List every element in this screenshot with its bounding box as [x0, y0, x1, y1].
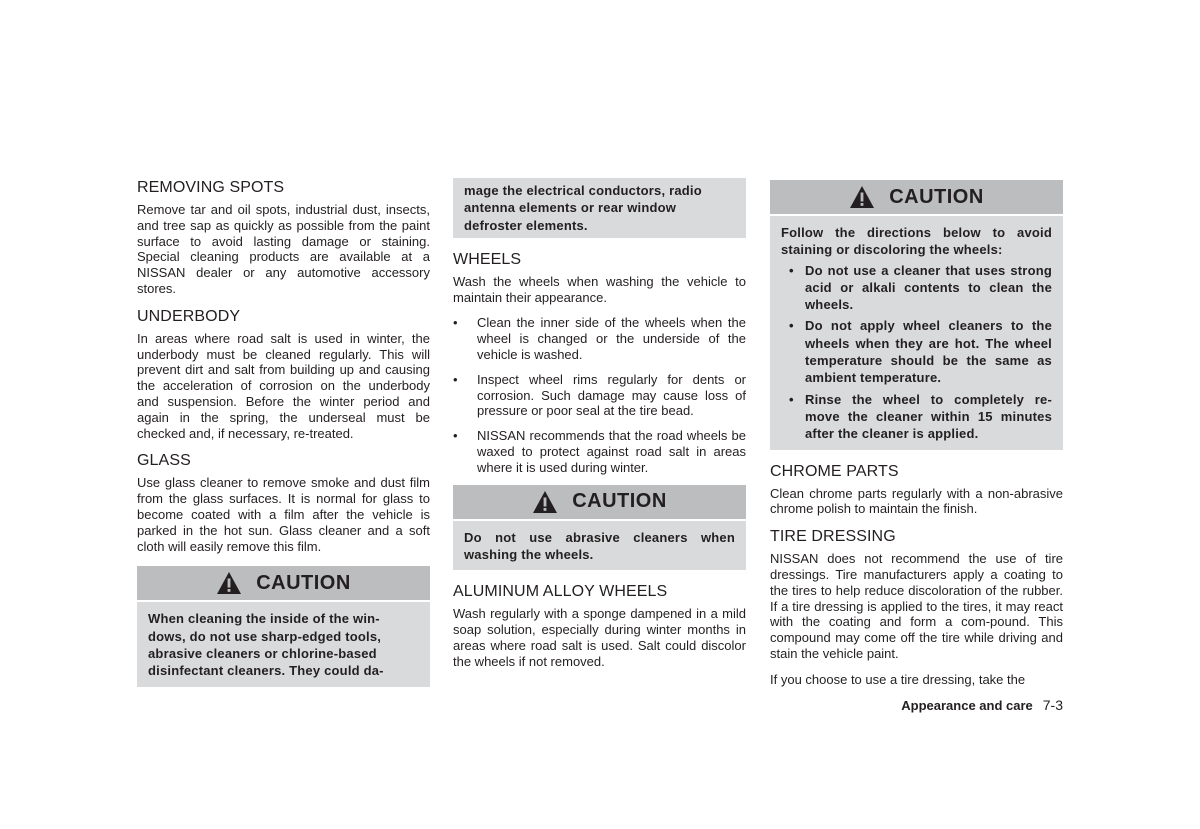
heading-tire-dressing: TIRE DRESSING: [770, 528, 896, 546]
caution-box-wheels: [453, 485, 746, 571]
warning-triangle-icon: [216, 571, 242, 595]
caution-body: Do not use abrasive cleaners when washing the wheels.: [453, 521, 746, 571]
list-item-text: Do not use a cleaner that uses strong acid or alkali contents to clean the wheels.: [805, 262, 1052, 313]
list-item-text: NISSAN recommends that the road wheels be waxed to protect against road salt in areas where it is used during winter.: [477, 428, 746, 475]
caution-header: [137, 566, 430, 600]
caution-header: [453, 485, 746, 519]
caution-box-wheel-cleaning: [770, 180, 1063, 450]
list-item-text: Rinse the wheel to completely re-move the cleaner within 15 minutes after the cleaner is applied.: [805, 391, 1052, 442]
caution-body: [137, 602, 430, 686]
text-aluminum-alloy-wheels: Wash regularly with a sponge dampened in a mild soap solution, especially during winter months in areas where road salt is used. Salt could discolor the wheels if not removed.: [453, 606, 746, 669]
heading-aluminum-alloy-wheels: ALUMINUM ALLOY WHEELS: [453, 583, 668, 601]
heading-chrome-parts: CHROME PARTS: [770, 462, 899, 480]
caution-title: CAUTION: [256, 571, 351, 594]
caution-line: antenna elements or rear window: [464, 200, 677, 216]
caution-lead: Follow the directions below to avoid staining or discoloring the wheels:: [781, 225, 1052, 258]
caution-box-glass: [137, 566, 430, 686]
list-item-text: Do not apply wheel cleaners to the wheels when they are hot. The wheel temperature should be the same as ambient temperature.: [805, 318, 1052, 386]
text-tire-dressing: NISSAN does not recommend the use of tire dressings. Tire manufacturers apply a coating to the tires to help reduce discoloration of the rubber. If a tire dressing is applied to the tires, it may react with the coating and form a com-pound. This compound may come off the tire while driving and stain the vehicle paint.: [770, 551, 1063, 661]
page-footer: [770, 697, 1063, 713]
list-item: [453, 372, 746, 419]
bullet-mark: •: [789, 262, 794, 278]
text-glass: Use glass cleaner to remove smoke and dust film from the glass surfaces. It is normal for glass to become coated with a film after the vehicle is parked in the hot sun. Glass cleaner and a soft cloth will easily remove this film.: [137, 475, 430, 554]
caution-header: [770, 180, 1063, 214]
caution-line: When cleaning the inside of the win-: [148, 611, 380, 627]
caution-title: CAUTION: [889, 185, 984, 208]
text-wheels: Wash the wheels when washing the vehicle to maintain their appearance.: [453, 273, 746, 305]
bullet-mark: •: [453, 315, 458, 331]
column-right: [770, 180, 1063, 698]
caution-line: mage the electrical conductors, radio: [464, 183, 702, 198]
list-item-text: Inspect wheel rims regularly for dents or corrosion. Such damage may cause loss of pressure or poor seal at the tire bead.: [477, 371, 746, 419]
caution-body-continued: [453, 178, 746, 238]
warning-triangle-icon: [849, 185, 875, 209]
text-removing-spots: Remove tar and oil spots, industrial dust, insects, and tree sap as quickly as possible from the paint surface to avoid lasting damage or staining. Special cleaning products are available at a NISSAN dealer or any automotive accessory stores.: [137, 202, 430, 296]
list-item-text: Clean the inner side of the wheels when the wheel is changed or the underside of the vehicle is washed.: [477, 315, 746, 363]
caution-line: disinfectant cleaners. They could da-: [148, 663, 384, 679]
list-item: [781, 317, 1052, 386]
heading-wheels: WHEELS: [453, 250, 522, 268]
page-number: 7-3: [1042, 697, 1063, 713]
bullet-mark: •: [789, 391, 794, 407]
footer-section-title: Appearance and care: [901, 698, 1033, 713]
list-item: [781, 262, 1052, 314]
bullet-mark: •: [453, 371, 458, 387]
list-item: [453, 315, 746, 362]
heading-removing-spots: REMOVING SPOTS: [137, 179, 285, 196]
caution-bullet-list: [781, 262, 1052, 443]
heading-underbody: UNDERBODY: [137, 307, 241, 325]
list-item: [453, 428, 746, 475]
list-item: [781, 391, 1052, 443]
wheels-bullet-list: [453, 315, 746, 475]
column-middle: [453, 178, 746, 679]
column-left: [137, 178, 430, 687]
caution-line: abrasive cleaners or chlorine-based: [148, 645, 377, 661]
bullet-mark: •: [789, 318, 794, 334]
caution-title: CAUTION: [572, 490, 667, 513]
caution-line: defroster elements.: [464, 217, 588, 233]
bullet-mark: •: [453, 428, 458, 444]
caution-body: [770, 216, 1063, 450]
heading-glass: GLASS: [137, 452, 191, 470]
text-underbody: In areas where road salt is used in winter, the underbody must be cleaned regularly. This will prevent dirt and salt from building up and causing the acceleration of corrosion on the underbody and suspension. Before the winter period and again in the spring, the underseal must be checked and, if necessary, re-treated.: [137, 330, 430, 441]
text-chrome-parts: Clean chrome parts regularly with a non-abrasive chrome polish to maintain the finish.: [770, 485, 1063, 517]
text-tire-dressing-continued: If you choose to use a tire dressing, take the: [770, 671, 1026, 687]
warning-triangle-icon: [532, 490, 558, 514]
caution-line: dows, do not use sharp-edged tools,: [148, 628, 382, 644]
